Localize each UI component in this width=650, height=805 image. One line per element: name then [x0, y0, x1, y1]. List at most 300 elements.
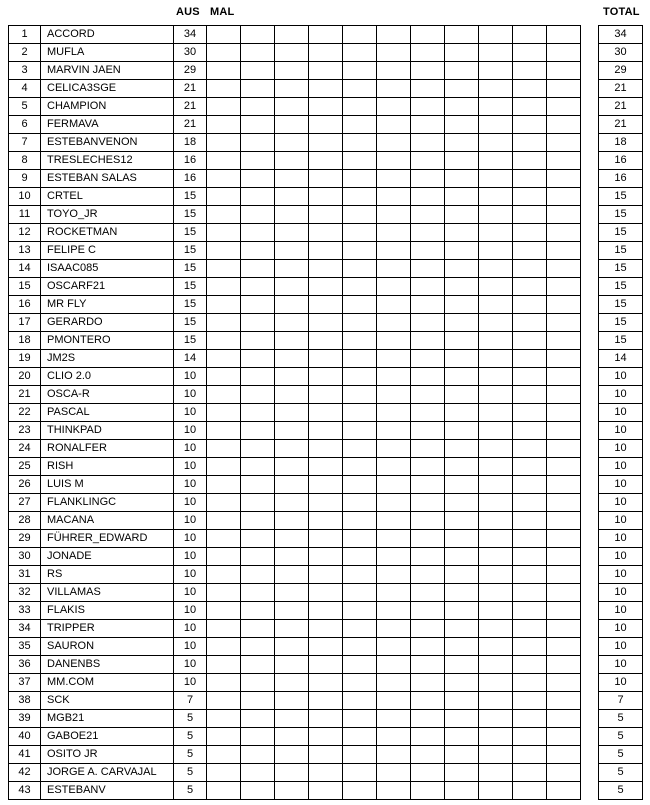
- player-name-cell: FLAKIS: [41, 602, 174, 620]
- aus-score-cell: 15: [174, 242, 207, 260]
- empty-score-cell: [445, 404, 479, 422]
- empty-score-cell: [513, 296, 547, 314]
- empty-score-cell: [479, 26, 513, 44]
- empty-score-cell: [309, 296, 343, 314]
- empty-score-cell: [241, 98, 275, 116]
- empty-score-cell: [241, 602, 275, 620]
- empty-score-cell: [547, 620, 581, 638]
- total-row: [599, 170, 643, 188]
- player-name-cell: MACANA: [41, 512, 174, 530]
- table-row: [9, 422, 581, 440]
- empty-score-cell: [479, 206, 513, 224]
- empty-score-cell: [207, 314, 241, 332]
- empty-score-cell: [479, 620, 513, 638]
- empty-score-cell: [207, 530, 241, 548]
- table-row: [9, 476, 581, 494]
- empty-score-cell: [207, 656, 241, 674]
- empty-score-cell: [445, 80, 479, 98]
- total-cell: 16: [599, 170, 643, 188]
- empty-score-cell: [241, 332, 275, 350]
- empty-score-cell: [445, 602, 479, 620]
- empty-score-cell: [479, 566, 513, 584]
- empty-score-cell: [479, 44, 513, 62]
- empty-score-cell: [411, 296, 445, 314]
- empty-score-cell: [309, 26, 343, 44]
- empty-score-cell: [479, 62, 513, 80]
- total-row: [599, 404, 643, 422]
- empty-score-cell: [207, 242, 241, 260]
- empty-score-cell: [547, 494, 581, 512]
- total-row: [599, 332, 643, 350]
- empty-score-cell: [343, 26, 377, 44]
- empty-score-cell: [309, 674, 343, 692]
- player-name-cell: SCK: [41, 692, 174, 710]
- aus-score-cell: 15: [174, 224, 207, 242]
- player-name-cell: CLIO 2.0: [41, 368, 174, 386]
- total-row: [599, 746, 643, 764]
- empty-score-cell: [411, 638, 445, 656]
- empty-score-cell: [343, 656, 377, 674]
- empty-score-cell: [377, 566, 411, 584]
- empty-score-cell: [275, 296, 309, 314]
- empty-score-cell: [207, 584, 241, 602]
- empty-score-cell: [411, 764, 445, 782]
- empty-score-cell: [309, 728, 343, 746]
- table-row: [9, 98, 581, 116]
- empty-score-cell: [445, 548, 479, 566]
- total-row: [599, 386, 643, 404]
- total-row: [599, 350, 643, 368]
- empty-score-cell: [241, 134, 275, 152]
- empty-score-cell: [207, 728, 241, 746]
- empty-score-cell: [309, 386, 343, 404]
- empty-score-cell: [241, 152, 275, 170]
- empty-score-cell: [377, 98, 411, 116]
- empty-score-cell: [445, 26, 479, 44]
- empty-score-cell: [241, 350, 275, 368]
- empty-score-cell: [479, 512, 513, 530]
- empty-score-cell: [377, 134, 411, 152]
- empty-score-cell: [207, 404, 241, 422]
- total-row: [599, 476, 643, 494]
- empty-score-cell: [275, 584, 309, 602]
- empty-score-cell: [513, 782, 547, 800]
- empty-score-cell: [241, 548, 275, 566]
- empty-score-cell: [377, 656, 411, 674]
- aus-score-cell: 21: [174, 80, 207, 98]
- rank-cell: 22: [9, 404, 41, 422]
- empty-score-cell: [309, 782, 343, 800]
- empty-score-cell: [343, 242, 377, 260]
- empty-score-cell: [513, 206, 547, 224]
- total-row: [599, 440, 643, 458]
- empty-score-cell: [411, 224, 445, 242]
- rank-cell: 8: [9, 152, 41, 170]
- total-row: [599, 422, 643, 440]
- total-row: [599, 530, 643, 548]
- empty-score-cell: [445, 260, 479, 278]
- player-name-cell: MUFLA: [41, 44, 174, 62]
- empty-score-cell: [445, 674, 479, 692]
- empty-score-cell: [275, 206, 309, 224]
- empty-score-cell: [241, 80, 275, 98]
- table-row: [9, 332, 581, 350]
- empty-score-cell: [445, 332, 479, 350]
- table-row: [9, 242, 581, 260]
- empty-score-cell: [513, 548, 547, 566]
- empty-score-cell: [309, 638, 343, 656]
- empty-score-cell: [411, 530, 445, 548]
- empty-score-cell: [377, 548, 411, 566]
- aus-score-cell: 16: [174, 152, 207, 170]
- aus-score-cell: 30: [174, 44, 207, 62]
- total-row: [599, 584, 643, 602]
- aus-score-cell: 10: [174, 584, 207, 602]
- empty-score-cell: [275, 188, 309, 206]
- player-name-cell: CHAMPION: [41, 98, 174, 116]
- rank-cell: 34: [9, 620, 41, 638]
- aus-score-cell: 5: [174, 764, 207, 782]
- empty-score-cell: [275, 512, 309, 530]
- empty-score-cell: [513, 512, 547, 530]
- total-row: [599, 278, 643, 296]
- empty-score-cell: [241, 278, 275, 296]
- empty-score-cell: [445, 206, 479, 224]
- empty-score-cell: [207, 674, 241, 692]
- total-cell: 34: [599, 26, 643, 44]
- empty-score-cell: [207, 44, 241, 62]
- empty-score-cell: [207, 296, 241, 314]
- rank-cell: 7: [9, 134, 41, 152]
- total-cell: 15: [599, 260, 643, 278]
- empty-score-cell: [275, 692, 309, 710]
- player-name-cell: FERMAVA: [41, 116, 174, 134]
- rank-cell: 1: [9, 26, 41, 44]
- total-cell: 10: [599, 566, 643, 584]
- empty-score-cell: [547, 98, 581, 116]
- table-row: [9, 530, 581, 548]
- empty-score-cell: [343, 314, 377, 332]
- table-row: [9, 44, 581, 62]
- aus-score-cell: 18: [174, 134, 207, 152]
- total-cell: 10: [599, 494, 643, 512]
- empty-score-cell: [207, 620, 241, 638]
- player-name-cell: MGB21: [41, 710, 174, 728]
- total-cell: 21: [599, 116, 643, 134]
- empty-score-cell: [547, 638, 581, 656]
- empty-score-cell: [275, 62, 309, 80]
- rank-cell: 6: [9, 116, 41, 134]
- empty-score-cell: [343, 152, 377, 170]
- total-cell: 10: [599, 386, 643, 404]
- player-name-cell: FÜHRER_EDWARD: [41, 530, 174, 548]
- empty-score-cell: [547, 80, 581, 98]
- empty-score-cell: [411, 746, 445, 764]
- empty-score-cell: [377, 728, 411, 746]
- empty-score-cell: [513, 62, 547, 80]
- empty-score-cell: [241, 746, 275, 764]
- total-cell: 21: [599, 80, 643, 98]
- empty-score-cell: [445, 728, 479, 746]
- empty-score-cell: [377, 260, 411, 278]
- empty-score-cell: [241, 638, 275, 656]
- empty-score-cell: [411, 710, 445, 728]
- empty-score-cell: [309, 548, 343, 566]
- aus-score-cell: 15: [174, 296, 207, 314]
- empty-score-cell: [275, 134, 309, 152]
- empty-score-cell: [207, 206, 241, 224]
- empty-score-cell: [309, 206, 343, 224]
- empty-score-cell: [241, 620, 275, 638]
- empty-score-cell: [411, 152, 445, 170]
- empty-score-cell: [241, 170, 275, 188]
- empty-score-cell: [547, 746, 581, 764]
- empty-score-cell: [513, 368, 547, 386]
- total-cell: 10: [599, 440, 643, 458]
- empty-score-cell: [207, 638, 241, 656]
- aus-score-cell: 10: [174, 530, 207, 548]
- aus-score-cell: 10: [174, 494, 207, 512]
- empty-score-cell: [513, 404, 547, 422]
- aus-score-cell: 15: [174, 278, 207, 296]
- player-name-cell: DANENBS: [41, 656, 174, 674]
- empty-score-cell: [411, 206, 445, 224]
- player-name-cell: JORGE A. CARVAJAL: [41, 764, 174, 782]
- empty-score-cell: [207, 278, 241, 296]
- total-cell: 10: [599, 638, 643, 656]
- aus-score-cell: 29: [174, 62, 207, 80]
- total-cell: 5: [599, 764, 643, 782]
- empty-score-cell: [411, 548, 445, 566]
- total-cell: 10: [599, 602, 643, 620]
- total-cell: 21: [599, 98, 643, 116]
- empty-score-cell: [479, 296, 513, 314]
- empty-score-cell: [377, 674, 411, 692]
- empty-score-cell: [343, 494, 377, 512]
- empty-score-cell: [377, 188, 411, 206]
- empty-score-cell: [275, 728, 309, 746]
- empty-score-cell: [343, 746, 377, 764]
- aus-score-cell: 21: [174, 116, 207, 134]
- aus-score-cell: 10: [174, 638, 207, 656]
- empty-score-cell: [241, 782, 275, 800]
- empty-score-cell: [411, 422, 445, 440]
- empty-score-cell: [309, 314, 343, 332]
- rank-cell: 12: [9, 224, 41, 242]
- empty-score-cell: [445, 224, 479, 242]
- empty-score-cell: [411, 170, 445, 188]
- empty-score-cell: [445, 152, 479, 170]
- empty-score-cell: [343, 368, 377, 386]
- empty-score-cell: [377, 206, 411, 224]
- empty-score-cell: [547, 278, 581, 296]
- empty-score-cell: [207, 98, 241, 116]
- empty-score-cell: [377, 494, 411, 512]
- empty-score-cell: [445, 782, 479, 800]
- total-row: [599, 62, 643, 80]
- total-cell: 10: [599, 422, 643, 440]
- empty-score-cell: [445, 620, 479, 638]
- empty-score-cell: [445, 188, 479, 206]
- empty-score-cell: [513, 242, 547, 260]
- empty-score-cell: [377, 296, 411, 314]
- empty-score-cell: [411, 80, 445, 98]
- empty-score-cell: [513, 494, 547, 512]
- empty-score-cell: [377, 386, 411, 404]
- player-name-cell: ESTEBANVENON: [41, 134, 174, 152]
- empty-score-cell: [343, 458, 377, 476]
- empty-score-cell: [241, 116, 275, 134]
- total-cell: 15: [599, 224, 643, 242]
- empty-score-cell: [343, 278, 377, 296]
- empty-score-cell: [275, 44, 309, 62]
- aus-score-cell: 15: [174, 314, 207, 332]
- total-row: [599, 692, 643, 710]
- table-row: [9, 314, 581, 332]
- empty-score-cell: [241, 296, 275, 314]
- table-row: [9, 656, 581, 674]
- empty-score-cell: [377, 422, 411, 440]
- player-name-cell: VILLAMAS: [41, 584, 174, 602]
- empty-score-cell: [207, 152, 241, 170]
- empty-score-cell: [479, 368, 513, 386]
- aus-score-cell: 10: [174, 512, 207, 530]
- empty-score-cell: [513, 278, 547, 296]
- player-name-cell: RISH: [41, 458, 174, 476]
- table-row: [9, 440, 581, 458]
- empty-score-cell: [207, 80, 241, 98]
- empty-score-cell: [547, 368, 581, 386]
- empty-score-cell: [275, 350, 309, 368]
- empty-score-cell: [547, 152, 581, 170]
- empty-score-cell: [309, 746, 343, 764]
- empty-score-cell: [547, 188, 581, 206]
- empty-score-cell: [513, 620, 547, 638]
- empty-score-cell: [343, 620, 377, 638]
- total-row: [599, 116, 643, 134]
- empty-score-cell: [309, 458, 343, 476]
- empty-score-cell: [309, 98, 343, 116]
- empty-score-cell: [343, 332, 377, 350]
- empty-score-cell: [241, 188, 275, 206]
- empty-score-cell: [479, 530, 513, 548]
- empty-score-cell: [275, 170, 309, 188]
- empty-score-cell: [377, 764, 411, 782]
- empty-score-cell: [547, 404, 581, 422]
- rank-cell: 18: [9, 332, 41, 350]
- empty-score-cell: [411, 62, 445, 80]
- empty-score-cell: [275, 278, 309, 296]
- empty-score-cell: [411, 350, 445, 368]
- aus-score-cell: 10: [174, 548, 207, 566]
- rank-cell: 41: [9, 746, 41, 764]
- total-cell: 10: [599, 620, 643, 638]
- empty-score-cell: [241, 530, 275, 548]
- empty-score-cell: [547, 422, 581, 440]
- empty-score-cell: [513, 638, 547, 656]
- empty-score-cell: [207, 116, 241, 134]
- empty-score-cell: [377, 152, 411, 170]
- table-row: [9, 278, 581, 296]
- empty-score-cell: [275, 242, 309, 260]
- empty-score-cell: [377, 278, 411, 296]
- empty-score-cell: [275, 386, 309, 404]
- empty-score-cell: [547, 332, 581, 350]
- empty-score-cell: [207, 692, 241, 710]
- aus-score-cell: 10: [174, 620, 207, 638]
- empty-score-cell: [207, 746, 241, 764]
- empty-score-cell: [309, 62, 343, 80]
- empty-score-cell: [513, 152, 547, 170]
- rank-cell: 4: [9, 80, 41, 98]
- empty-score-cell: [445, 296, 479, 314]
- total-row: [599, 764, 643, 782]
- empty-score-cell: [343, 692, 377, 710]
- table-row: [9, 224, 581, 242]
- empty-score-cell: [275, 116, 309, 134]
- aus-score-cell: 14: [174, 350, 207, 368]
- total-cell: 29: [599, 62, 643, 80]
- rank-cell: 32: [9, 584, 41, 602]
- empty-score-cell: [241, 458, 275, 476]
- empty-score-cell: [241, 314, 275, 332]
- total-row: [599, 620, 643, 638]
- empty-score-cell: [445, 692, 479, 710]
- empty-score-cell: [343, 476, 377, 494]
- player-name-cell: MARVIN JAEN: [41, 62, 174, 80]
- total-cell: 15: [599, 242, 643, 260]
- empty-score-cell: [343, 764, 377, 782]
- empty-score-cell: [445, 530, 479, 548]
- empty-score-cell: [479, 764, 513, 782]
- table-row: [9, 674, 581, 692]
- empty-score-cell: [411, 404, 445, 422]
- total-cell: 10: [599, 368, 643, 386]
- empty-score-cell: [513, 440, 547, 458]
- empty-score-cell: [275, 710, 309, 728]
- table-row: [9, 746, 581, 764]
- empty-score-cell: [309, 476, 343, 494]
- empty-score-cell: [343, 710, 377, 728]
- total-cell: 15: [599, 278, 643, 296]
- player-name-cell: ACCORD: [41, 26, 174, 44]
- empty-score-cell: [513, 314, 547, 332]
- table-row: [9, 494, 581, 512]
- empty-score-cell: [513, 764, 547, 782]
- table-row: [9, 728, 581, 746]
- empty-score-cell: [275, 674, 309, 692]
- total-cell: 30: [599, 44, 643, 62]
- empty-score-cell: [479, 458, 513, 476]
- player-name-cell: ESTEBAN SALAS: [41, 170, 174, 188]
- empty-score-cell: [513, 746, 547, 764]
- empty-score-cell: [479, 314, 513, 332]
- total-row: [599, 224, 643, 242]
- total-cell: 16: [599, 152, 643, 170]
- empty-score-cell: [479, 494, 513, 512]
- empty-score-cell: [411, 116, 445, 134]
- table-row: [9, 368, 581, 386]
- total-row: [599, 566, 643, 584]
- aus-score-cell: 15: [174, 206, 207, 224]
- empty-score-cell: [547, 692, 581, 710]
- player-name-cell: JONADE: [41, 548, 174, 566]
- empty-score-cell: [275, 602, 309, 620]
- empty-score-cell: [411, 476, 445, 494]
- table-row: [9, 458, 581, 476]
- empty-score-cell: [275, 368, 309, 386]
- empty-score-cell: [275, 638, 309, 656]
